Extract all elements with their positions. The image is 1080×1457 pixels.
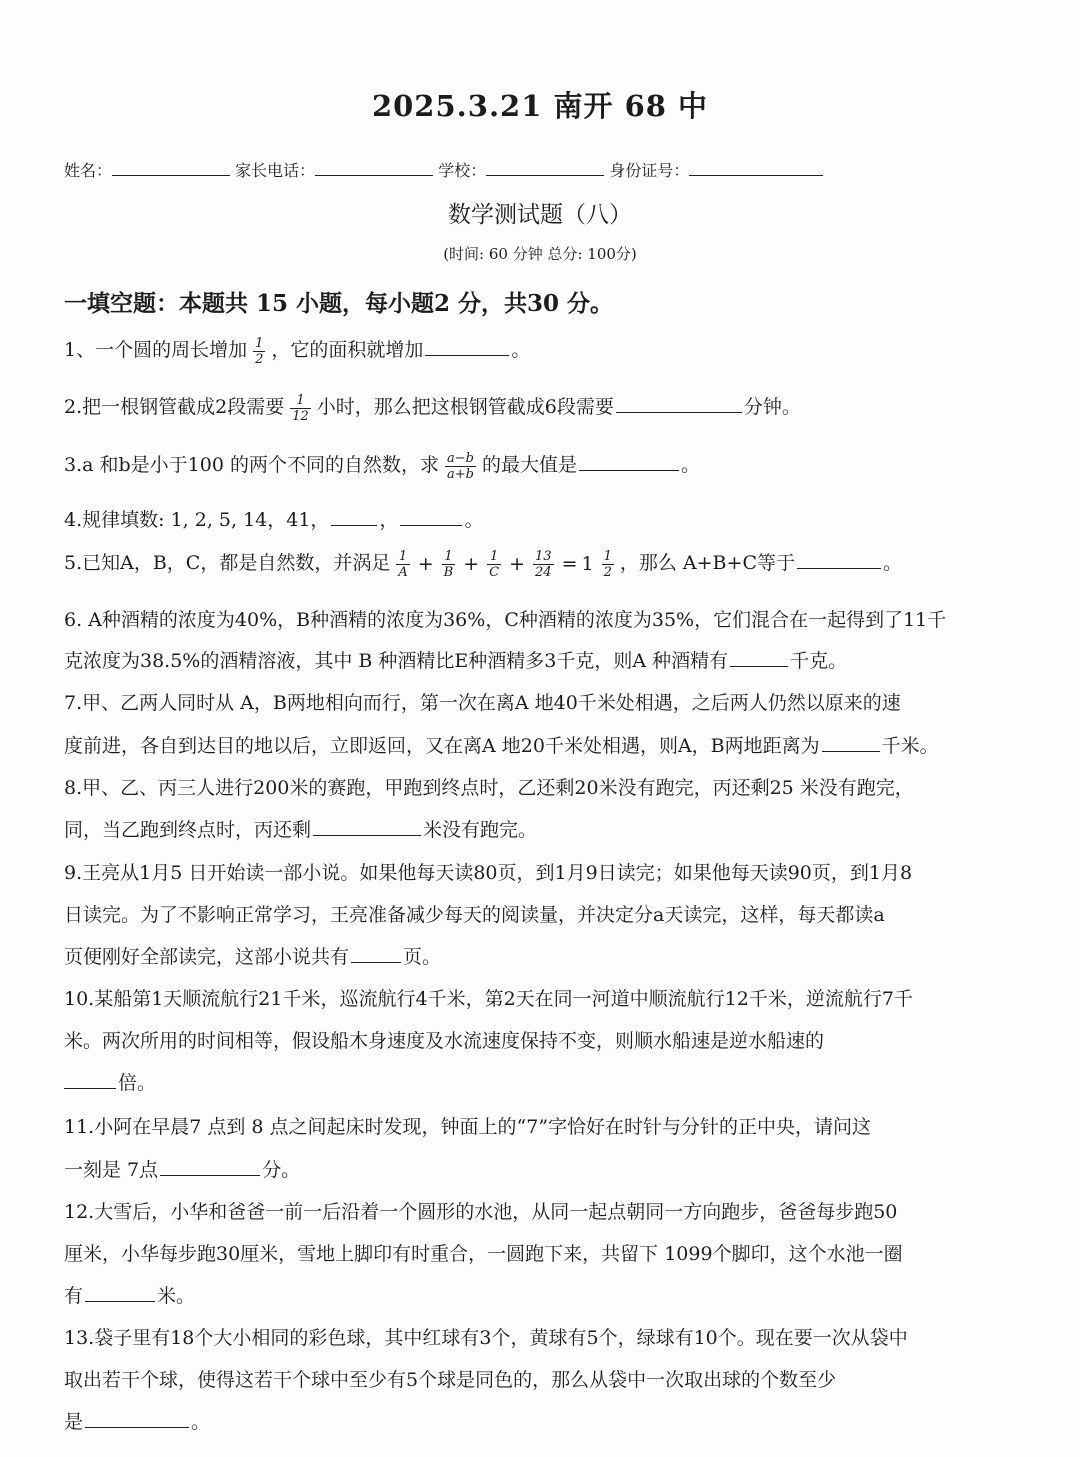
question-1 — [64, 335, 1020, 367]
q10-text: 倍。 — [118, 1072, 157, 1094]
question-9-line-2: 日读完。为了不影响正常学习，王亮准备减少每天的阅读量，并决定分a天读完，这样，每天都读a — [64, 904, 885, 926]
q5-plus-3: + — [509, 553, 526, 575]
q1-text-2: ，它的面积就增加 — [271, 339, 424, 361]
q12-text: 有 — [64, 1285, 84, 1307]
question-13-line-1: 13.袋子里有18个大小相同的彩色球，其中红球有3个，黄球有5个，绿球有10个。现在要一次从袋中 — [64, 1327, 908, 1349]
q3-num: a−b — [446, 450, 474, 466]
school-label: 学校： — [438, 161, 487, 180]
q2-den: 12 — [292, 408, 309, 424]
q3-text-2: 的最大值是 — [481, 454, 577, 476]
question-4 — [64, 505, 1020, 532]
q9-text-2: 页。 — [403, 946, 442, 968]
id-number-label: 身份证号： — [609, 161, 690, 180]
q2-num: 1 — [290, 393, 311, 409]
question-13-line-3 — [64, 1407, 1020, 1434]
q11-answer-blank[interactable] — [160, 1161, 260, 1176]
q6-answer-blank[interactable] — [730, 652, 788, 667]
question-8-line-2 — [64, 815, 1020, 842]
exam-subtitle: 数学测试题（八） — [448, 202, 632, 228]
q12-text-2: 米。 — [157, 1285, 196, 1307]
student-info-fields — [64, 158, 823, 181]
question-13-line-2: 取出若干个球，使得这若干个球中至少有5个球是同色的，那么从袋中一次取出球的个数至少 — [64, 1369, 837, 1391]
q1-text: 1、一个圆的周长增加 — [64, 339, 248, 361]
q5-frac-d-den: 24 — [535, 564, 552, 580]
q5-text-3: 。 — [882, 552, 902, 574]
q5-whole-number: 1 — [581, 553, 594, 575]
question-6-line-1: 6. A种酒精的浓度为40%，B种酒精的浓度为36%，C种酒精的浓度为35%，它们混合在一起得到了11千 — [64, 609, 947, 631]
question-2 — [64, 392, 1020, 424]
q7-answer-blank[interactable] — [822, 737, 880, 752]
q5-frac-c-den: C — [489, 564, 500, 580]
q5-frac-a-den: A — [398, 564, 408, 580]
question-12-line-2: 厘米，小华每步跑30厘米，雪地上脚印有时重合，一圆跑下来，共留下 1099个脚印，这个水池一圈 — [64, 1243, 903, 1265]
question-12-line-1: 12.大雪后，小华和爸爸一前一后沿着一个圆形的水池，从同一起点朝同一方向跑步，爸爸每步跑50 — [64, 1201, 898, 1223]
q11-text-2: 分。 — [262, 1159, 301, 1181]
question-12-line-3 — [64, 1281, 1020, 1308]
q12-answer-blank[interactable] — [85, 1287, 155, 1302]
q5-text-2: ，那么 A+B+C等于 — [619, 552, 795, 574]
school-blank[interactable] — [486, 163, 604, 176]
q3-text: 3.a 和b是小于100 的两个不同的自然数，求 — [64, 454, 439, 476]
q6-text: 克浓度为38.5%的酒精溶液，其中 B 种酒精比E种酒精多3千克，则A 种酒精有 — [64, 650, 729, 672]
exam-title: 2025.3.21 南开 68 中 — [371, 89, 709, 123]
id-number-blank[interactable] — [689, 163, 823, 176]
q11-text: 一刻是 7点 — [64, 1159, 159, 1181]
q5-frac-b-den: B — [443, 564, 454, 580]
q5-equals: = — [561, 553, 578, 575]
q5-plus-1: + — [417, 553, 434, 575]
q5-frac-b — [442, 549, 456, 580]
q1-text-3: 。 — [511, 339, 531, 361]
section-title: 一填空题：本题共 15 小题，每小题2 分，共30 分。 — [64, 290, 614, 317]
q9-answer-blank[interactable] — [351, 948, 401, 963]
q5-frac-d-num: 13 — [535, 548, 552, 564]
question-6-line-2 — [64, 646, 1020, 673]
q5-answer-blank[interactable] — [797, 554, 881, 569]
q6-text-2: 千克。 — [790, 650, 848, 672]
name-blank[interactable] — [112, 163, 230, 176]
q3-answer-blank[interactable] — [579, 456, 679, 471]
q2-fraction — [290, 393, 311, 424]
q1-fraction — [253, 336, 265, 367]
parent-phone-blank[interactable] — [315, 163, 433, 176]
q4-answer-blank-1[interactable] — [331, 511, 377, 526]
question-9-line-3 — [64, 942, 1020, 969]
q5-frac-d — [533, 549, 554, 580]
q2-text: 2.把一根钢管截成2段需要 — [64, 396, 285, 418]
q3-den: a+b — [446, 466, 474, 482]
q8-text-2: 米没有跑完。 — [423, 819, 538, 841]
q5-frac-a-num: 1 — [396, 549, 409, 565]
q5-frac-c-num: 1 — [487, 549, 501, 565]
time-info: (时间: 60 分钟 总分: 100分) — [443, 245, 637, 263]
q5-frac-e-den: 2 — [603, 564, 612, 580]
q9-text: 页便刚好全部读完，这部小说共有 — [64, 946, 350, 968]
question-8-line-1: 8.甲、乙、丙三人进行200米的赛跑，甲跑到终点时，乙还剩20米没有跑完，丙还剩25 米没有跑完， — [64, 777, 914, 799]
q5-frac-b-num: 1 — [442, 549, 456, 565]
q2-answer-blank[interactable] — [616, 398, 742, 413]
q1-num: 1 — [255, 335, 264, 351]
question-10-line-2: 米。两次所用的时间相等，假设船木身速度及水流速度保持不变，则顺水船速是逆水船速的 — [64, 1030, 825, 1052]
q13-answer-blank[interactable] — [85, 1413, 189, 1428]
q5-frac-e-num: 1 — [603, 548, 612, 564]
q5-frac-e — [602, 549, 614, 580]
q10-answer-blank[interactable] — [64, 1074, 116, 1089]
question-5 — [64, 548, 1020, 580]
q5-frac-a — [396, 549, 409, 580]
q4-answer-blank-2[interactable] — [400, 511, 462, 526]
question-7-line-2 — [64, 731, 1020, 758]
q4-text-3: 。 — [464, 509, 484, 531]
question-11-line-1: 11.小阿在早晨7 点到 8 点之间起床时发现，钟面上的“7”字恰好在时针与分针的正中央，请问这 — [64, 1116, 872, 1138]
q5-plus-2: + — [463, 553, 480, 575]
q3-fraction — [445, 451, 476, 482]
question-3 — [64, 450, 1020, 482]
question-9-line-1: 9.王亮从1月5 日开始读一部小说。如果他每天读80页，到1月9日读完；如果他每天读90页，到1月8 — [64, 862, 913, 884]
q7-text: 度前进，各自到达目的地以后，立即返回，又在离A 地20千米处相遇，则A，B两地距离为 — [64, 735, 820, 757]
q7-text-2: 千米。 — [881, 735, 939, 757]
q2-text-2: 小时，那么把这根钢管截成6段需要 — [316, 396, 614, 418]
q8-answer-blank[interactable] — [313, 821, 421, 836]
parent-phone-label: 家长电话： — [235, 161, 316, 180]
name-label: 姓名： — [64, 161, 113, 180]
q5-frac-c — [487, 549, 501, 580]
q8-text: 同，当乙跑到终点时，丙还剩 — [64, 819, 312, 841]
question-10-line-1: 10.某船第1天顺流航行21千米，巡流航行4千米，第2天在同一河道中顺流航行12千米，逆流航行7千 — [64, 988, 913, 1010]
q13-text: 是 — [64, 1411, 84, 1433]
question-11-line-2 — [64, 1155, 1020, 1182]
q1-answer-blank[interactable] — [425, 341, 509, 356]
question-7-line-1: 7.甲、乙两人同时从 A，B两地相向而行，第一次在离A 地40千米处相遇，之后两人仍然以原来的速 — [64, 692, 901, 714]
q1-den: 2 — [255, 351, 264, 367]
q2-text-3: 分钟。 — [743, 396, 801, 418]
q5-text: 5.已知A，B，C，都是自然数，并涡足 — [64, 552, 391, 574]
q4-text: 4.规律填数: 1, 2, 5, 14，41， — [64, 509, 330, 531]
q4-text-2: ， — [379, 509, 399, 531]
q5-equation — [390, 549, 620, 580]
q13-text-2: 。 — [191, 1411, 211, 1433]
q3-text-3: 。 — [680, 454, 700, 476]
question-10-line-3 — [64, 1068, 1020, 1095]
